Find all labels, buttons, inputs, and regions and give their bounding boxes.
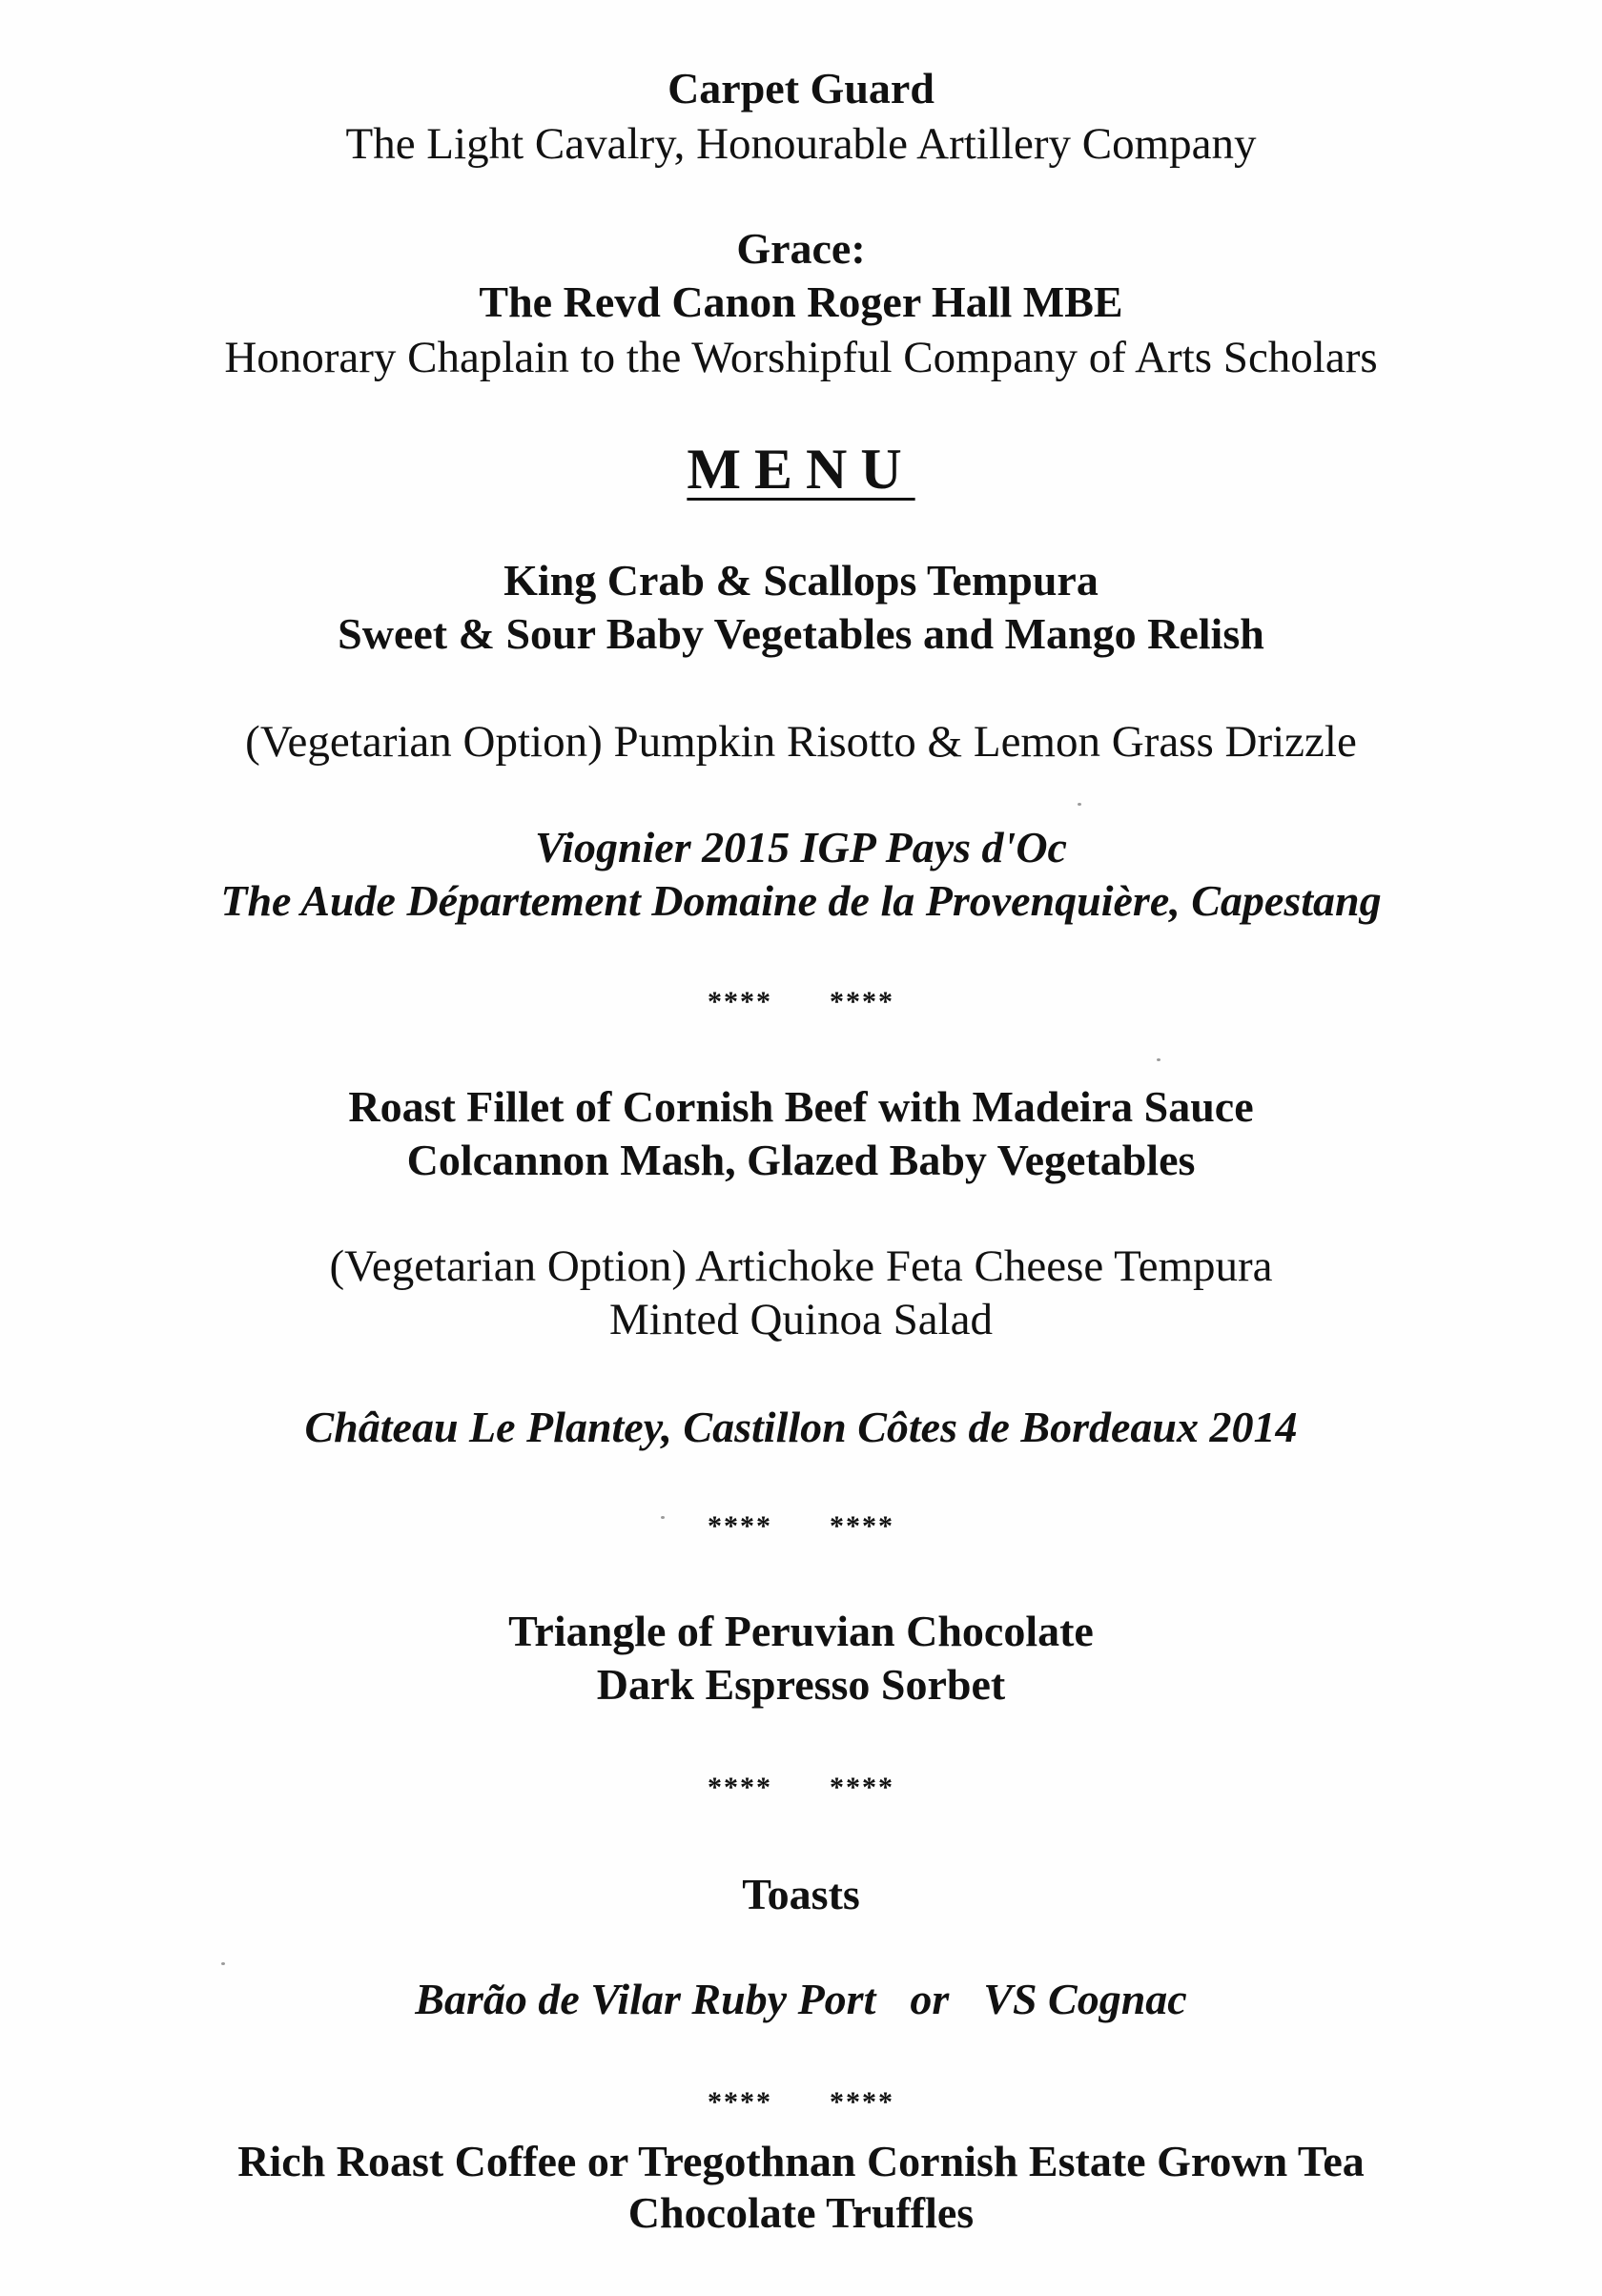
main-wine: Château Le Plantey, Castillon Côtes de Bordeaux 2014 — [304, 1403, 1298, 1451]
divider-stars-left: **** — [708, 1510, 772, 1542]
starter-line-1: King Crab & Scallops Tempura — [503, 556, 1099, 605]
coffee-line-1: Rich Roast Coffee or Tregothnan Cornish Estate Grown Tea — [237, 2137, 1365, 2185]
divider-stars-right: **** — [830, 2086, 894, 2118]
toast-option-cognac: VS Cognac — [983, 1975, 1187, 2023]
carpet-guard-title: Carpet Guard — [668, 64, 934, 113]
starter-wine-line-2: The Aude Département Domaine de la Provenquière, Capestang — [220, 876, 1382, 925]
scan-speck — [1157, 1058, 1160, 1061]
course-divider — [0, 988, 1602, 1016]
menu-heading: MENU — [687, 438, 915, 501]
divider-stars-right: **** — [830, 986, 894, 1017]
divider-stars-right: **** — [830, 1772, 894, 1803]
dessert-line-1: Triangle of Peruvian Chocolate — [508, 1607, 1094, 1655]
main-line-2: Colcannon Mash, Glazed Baby Vegetables — [406, 1136, 1196, 1184]
divider-stars-left: **** — [708, 1772, 772, 1803]
main-vegetarian-line-2: Minted Quinoa Salad — [608, 1295, 994, 1344]
main-vegetarian-line-1: (Vegetarian Option) Artichoke Feta Cheese Tempura — [329, 1241, 1273, 1291]
scan-speck — [221, 1962, 225, 1965]
divider-stars-left: **** — [708, 2086, 772, 2118]
starter-wine-line-1: Viognier 2015 IGP Pays d'Oc — [535, 823, 1067, 871]
toasts-title: Toasts — [742, 1870, 860, 1918]
dessert-line-2: Dark Espresso Sorbet — [596, 1660, 1006, 1709]
grace-name: The Revd Canon Roger Hall MBE — [479, 277, 1123, 326]
divider-stars-left: **** — [708, 986, 772, 1017]
course-divider — [0, 1773, 1602, 1802]
coffee-line-2: Chocolate Truffles — [627, 2188, 975, 2237]
scan-speck — [1078, 803, 1081, 806]
carpet-guard-subtitle: The Light Cavalry, Honourable Artillery Company — [345, 119, 1257, 169]
divider-stars-right: **** — [830, 1510, 894, 1542]
main-line-1: Roast Fillet of Cornish Beef with Madeira Sauce — [348, 1082, 1254, 1131]
toast-option-port: Barão de Vilar Ruby Port — [415, 1975, 876, 2023]
course-divider — [0, 1512, 1602, 1541]
starter-vegetarian-option: (Vegetarian Option) Pumpkin Risotto & Lemon Grass Drizzle — [245, 717, 1357, 767]
toast-separator: or — [910, 1975, 950, 2023]
scan-speck — [661, 1516, 665, 1519]
grace-title: Grace: — [736, 224, 866, 273]
course-divider — [0, 2088, 1602, 2117]
toasts-options — [0, 1975, 1602, 2023]
grace-role: Honorary Chaplain to the Worshipful Company of Arts Scholars — [224, 333, 1378, 382]
starter-line-2: Sweet & Sour Baby Vegetables and Mango Relish — [338, 609, 1264, 658]
